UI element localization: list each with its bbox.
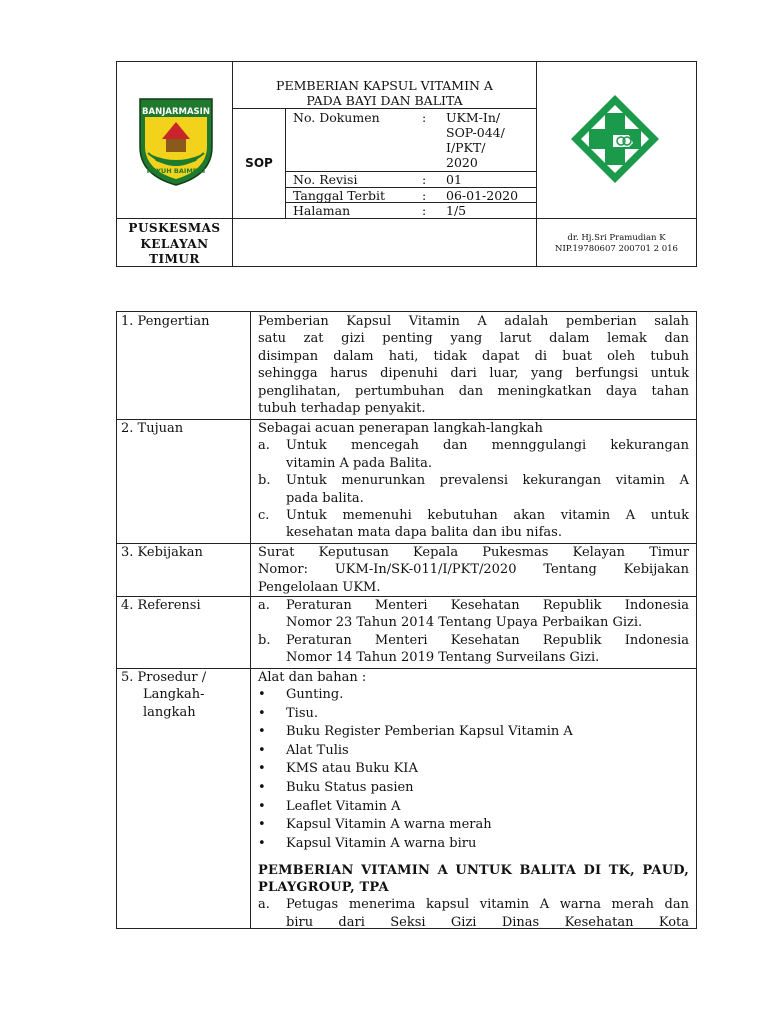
field-halaman-label: Halaman [293, 203, 351, 218]
bullet-text: Alat Tulis [286, 742, 349, 758]
bullet-text: Buku Register Pemberian Kapsul Vitamin A [286, 724, 573, 740]
heading-line: PLAYGROUP, TPA [258, 880, 389, 896]
list-marker: a. [258, 598, 270, 613]
bullet-text: Kapsul Vitamin A warna biru [286, 835, 477, 851]
bullet-icon: • [258, 687, 266, 702]
bullet-icon: • [258, 798, 266, 814]
field-no-dokumen-value [446, 110, 534, 170]
text-line: Untuk memenuhi kebutuhan akan vitamin A untuk [286, 508, 689, 524]
text-line: Peraturan Menteri Kesehatan Republik Indonesia [286, 632, 689, 648]
org-name-line1: PUSKESMAS [128, 221, 221, 235]
document-title-line1: PEMBERIAN KAPSUL VITAMIN A [276, 78, 493, 93]
field-no-revisi-value: 01 [446, 172, 462, 187]
bullet-list [258, 686, 689, 853]
bullet-icon: • [258, 779, 266, 795]
logo-text-top: BANJARMASIN [142, 107, 210, 117]
bullet-icon: • [258, 705, 266, 721]
label-tujuan: 2. Tujuan [121, 421, 184, 436]
label-prosedur [121, 669, 206, 721]
text-line: penglihatan, pertumbuhan dan meningkatkan daya tahan [258, 383, 689, 399]
tujuan-intro: Sebagai acuan penerapan langkah-langkah [258, 421, 543, 436]
text-line: tubuh terhadap penyakit. [258, 401, 426, 417]
text-line: Pengelolaan UKM. [258, 579, 381, 595]
bullet-icon: • [258, 835, 266, 851]
value-line: I/PKT/ [446, 140, 486, 155]
tujuan-text [258, 420, 689, 542]
list-marker: a. [258, 897, 270, 913]
prosedur-text [258, 669, 689, 932]
text-line: vitamin A pada Balita. [286, 455, 432, 471]
text-line: Petugas menerima kapsul vitamin A warna merah dan [286, 897, 689, 913]
text-line: Pemberian Kapsul Vitamin A adalah pemberian salah [258, 314, 689, 329]
bullet-text: Tisu. [286, 705, 319, 721]
list-item [258, 896, 689, 932]
list-item [258, 597, 689, 632]
bullet-text: Buku Status pasien [286, 779, 414, 795]
bullet-text: Kapsul Vitamin A warna merah [286, 817, 492, 833]
text-line: biru dari Seksi Gizi Dinas Kesehatan Kota [286, 915, 689, 931]
list-item [258, 705, 689, 724]
text-line: Untuk menurunkan prevalensi kekurangan vitamin A [286, 473, 689, 489]
text-line: Untuk mencegah dan mennggulangi kekurangan [286, 438, 689, 454]
label-referensi: 4. Referensi [121, 598, 201, 613]
field-tanggal-terbit-value: 06-01-2020 [446, 188, 519, 203]
list-item [258, 507, 689, 542]
prosedur-intro: Alat dan bahan : [258, 670, 367, 685]
kebijakan-text [258, 544, 689, 596]
sop-label: SOP [245, 156, 273, 170]
list-item [258, 723, 689, 742]
label-line: 5. Prosedur / [121, 670, 207, 685]
field-halaman-sep: : [422, 203, 427, 218]
label-line: langkah [143, 704, 196, 720]
signer-name: dr. Hj.Sri Pramudian K [567, 233, 666, 243]
text-line: Nomor 23 Tahun 2014 Tentang Upaya Perbaikan Gizi. [286, 615, 643, 631]
value-line: 2020 [446, 155, 478, 170]
text-line: kesehatan mata dapa balita dan ibu nifas. [286, 525, 562, 541]
referensi-text [258, 597, 689, 667]
list-item [258, 760, 689, 779]
bullet-text: Gunting. [286, 687, 344, 702]
value-line: UKM-In/ [446, 110, 501, 125]
logo-text-bottom: KAYUH BAIMBAI [146, 167, 206, 175]
org-name-line2: KELAYAN [140, 236, 209, 251]
list-item [258, 779, 689, 798]
list-marker: c. [258, 508, 270, 524]
field-no-dokumen-sep: : [422, 110, 427, 125]
list-marker: b. [258, 473, 271, 489]
field-tanggal-terbit-label: Tanggal Terbit [293, 188, 386, 203]
text-line: disimpan dalam hati, tidak dapat di buat oleh tubuh [258, 348, 689, 364]
bullet-icon: • [258, 761, 266, 777]
bullet-text: Leaflet Vitamin A [286, 798, 401, 814]
value-line: SOP-044/ [446, 125, 505, 140]
list-item [258, 437, 689, 472]
text-line: satu zat gizi penting yang larut dalam lemak dan [258, 331, 689, 347]
list-item [258, 472, 689, 507]
puskesmas-logo [569, 93, 661, 185]
org-name-line3: TIMUR [149, 252, 200, 266]
list-item [258, 686, 689, 705]
list-marker: a. [258, 438, 270, 454]
heading-line: PEMBERIAN VITAMIN A UNTUK BALITA DI TK, PAUD, [258, 863, 689, 879]
label-kebijakan: 3. Kebijakan [121, 545, 203, 560]
list-marker: b. [258, 632, 271, 648]
list-item [258, 835, 689, 854]
text-line: pada balita. [286, 490, 364, 506]
bullet-icon: • [258, 817, 266, 833]
field-tanggal-terbit-sep: : [422, 188, 427, 203]
banjarmasin-logo [136, 95, 216, 187]
field-no-revisi-sep: : [422, 172, 427, 187]
text-line: Nomor 14 Tahun 2019 Tentang Surveilans Gizi. [286, 650, 600, 666]
text-line: Nomor: UKM-In/SK-011/I/PKT/2020 Tentang Kebijakan [258, 562, 689, 578]
text-line: Surat Keputusan Kepala Pukesmas Kelayan Timur [258, 545, 689, 560]
field-halaman-value: 1/5 [446, 203, 467, 218]
bullet-text: KMS atau Buku KIA [286, 761, 418, 777]
bullet-icon: • [258, 724, 266, 740]
list-item [258, 798, 689, 817]
field-no-dokumen-label: No. Dokumen [293, 110, 380, 125]
text-line: sehingga harus dipenuhi dari luar, yang berfungsi untuk [258, 366, 689, 382]
pengertian-text [258, 313, 689, 417]
bullet-icon: • [258, 742, 266, 758]
field-no-revisi-label: No. Revisi [293, 172, 358, 187]
document-title-line2: PADA BAYI DAN BALITA [306, 93, 463, 108]
list-item [258, 742, 689, 761]
section-heading [258, 862, 689, 896]
list-item [258, 816, 689, 835]
signer-nip: NIP.19780607 200701 2 016 [555, 244, 678, 254]
label-pengertian: 1. Pengertian [121, 314, 210, 329]
label-line: Langkah- [143, 687, 205, 703]
text-line: Peraturan Menteri Kesehatan Republik Indonesia [286, 598, 689, 613]
list-item [258, 632, 689, 667]
